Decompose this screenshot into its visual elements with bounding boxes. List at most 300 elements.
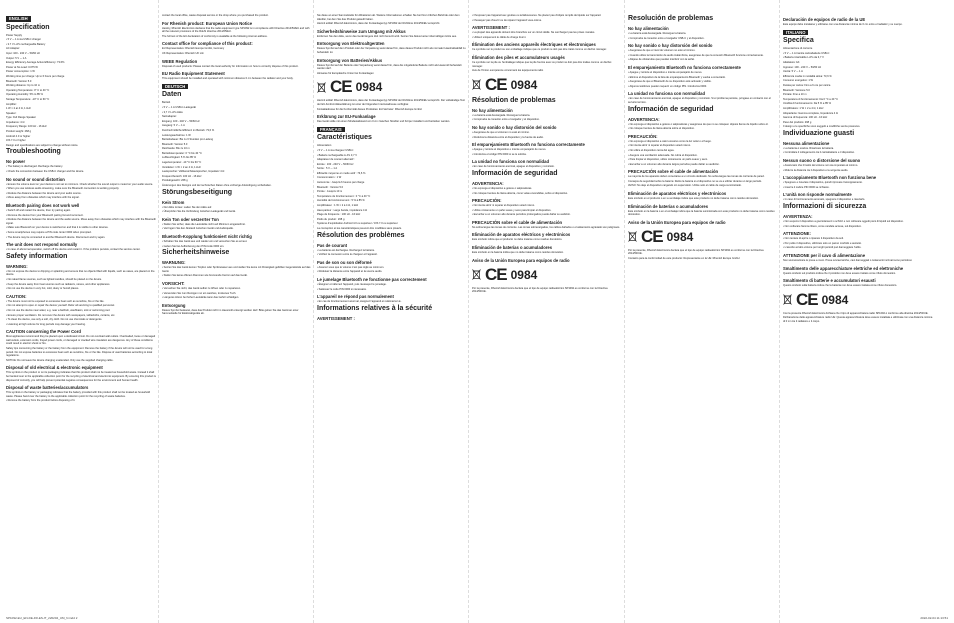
- body-text: Amplificatore: 1 W × 2 a 4 Ω, 1 kHz: [783, 106, 824, 110]
- body-text: • In caso di funzionamento anomalo, spegnere il dispositivo e riavviarlo.: [783, 198, 866, 202]
- body-text: EU Representative: Rhenish Europe GmbH, Germany: [162, 47, 225, 51]
- body-text: AC Adapter:: [6, 47, 20, 51]
- body-text: • Escuchar a un volumen alto durante largos períodos puede dañar su audición.: [628, 162, 720, 166]
- body-text: • No exponga el dispositivo a goteos o salpicaduras y asegúrese de que no se coloquen objetos llenos de líquido sobre él.: [628, 122, 769, 126]
- body-text: No sobrecargue las tomas de corriente. Las tomas sobrecargadas, los cables dañados o el aislamiento agrietado son peligrosos.: [472, 225, 621, 229]
- body-text: Speaker:: [6, 111, 17, 115]
- body-text: • Keep the device away from heat sources such as radiators, stoves, and other appliances.: [6, 282, 111, 286]
- language-tag: ITALIANO: [783, 30, 808, 36]
- body-text: Efficienza media in modalità attiva: 73,6 %: [783, 74, 832, 78]
- body-text: Este símbolo en el producto o en su embalaje indica que este producto no debe tratarse como residuo doméstico.: [628, 197, 759, 201]
- notified-body-number: 0984: [355, 80, 383, 95]
- subsection-heading: Declaración de equipos de radio de la UE: [783, 17, 866, 22]
- body-text: Leistungsaufnahme: 1 W: [162, 133, 191, 137]
- subsection-heading: Entsorgung von Batterien/Akkus: [317, 57, 383, 63]
- body-text: • Asegúrese de que el volumen no esté al mínimo.: [472, 130, 530, 134]
- body-text: • Reduzca la distancia entre el dispositivo y la fuente de audio.: [472, 135, 544, 139]
- subsection-heading: El emparejamiento Bluetooth no funciona correctamente: [628, 64, 741, 70]
- weee-bin-icon: [472, 269, 481, 280]
- body-text: • Apague y reinicie el dispositivo e intente emparejarlo de nuevo.: [628, 70, 703, 74]
- body-text: La conception et les caractéristiques peuvent être modifiées sans préavis.: [317, 227, 402, 230]
- body-text: Operating Humidity: 5% to 85 %: [6, 93, 43, 97]
- section-title: Résolution de problemas: [472, 96, 556, 104]
- body-text: • The device may be connected to another Bluetooth device. Disconnect and try again.: [6, 235, 106, 239]
- subsection-heading: Bluetooth pairing does not work well: [6, 203, 80, 208]
- body-text: Portata: Fino a 10 m: [783, 93, 807, 97]
- body-text: • Per pulire il dispositivo, utilizzare solo un panno morbido e asciutto.: [783, 241, 862, 245]
- body-text: • Elimine el dispositivo de la lista de emparejamiento Bluetooth y vuelva a conectarlo.: [628, 75, 726, 79]
- subsection-heading: VORSICHT:: [162, 280, 185, 286]
- subsection-heading: Kein Strom: [162, 199, 185, 205]
- body-text: The full text of the EU declaration of conformity is available at the following internet address.: [162, 34, 268, 38]
- body-text: • Controllare il collegamento tra il caricabatterie e il dispositivo.: [783, 151, 855, 155]
- body-text: Änderungen des Designs und der technischen Daten ohne vorherige Ankündigung vorbehalten.: [162, 184, 272, 188]
- subsection-heading: WEEE Regulation: [162, 58, 198, 64]
- body-text: Operating Temperature: 0° C to 40 °C: [6, 88, 50, 92]
- body-text: • Verwenden Sie zum Reinigen nur ein weiches, trockenes Tuch.: [162, 291, 237, 295]
- body-text: Safety tips concerning the battery or the battery from the equipment: Remove the battery if the device will not be used for a long period. Do not expose batteries to excessive heat such as sunshine, fire or the like. Dispose of used batteries according to local regulations.: [6, 347, 153, 358]
- body-text: • La batería está descargada. Recargue la batería.: [472, 113, 531, 117]
- body-text: • When you use wireless audio streaming, make sure the Bluetooth connection is working properly.: [6, 187, 120, 191]
- body-text: Este símbolo en la batería indica que no debe tratarse como residuo doméstico.: [472, 251, 564, 255]
- body-text: • The device must not be exposed to excessive heat such as sunshine, fire or the like.: [6, 299, 105, 303]
- body-text: Android 4.0 or higher: [6, 134, 31, 138]
- body-text: Alimentation: [317, 144, 332, 148]
- print-slug-timestamp: 2022-02-04 11:13:51: [920, 616, 948, 620]
- body-text: • N'exposez pas l'appareil aux gouttes ou éclaboussures. Ne placez pas d'objets remplis de liquide sur l'appareil.: [472, 14, 602, 17]
- body-text: Alimentazione di corrente: [783, 47, 813, 51]
- subsection-heading: Smaltimento di batterie e accumulatori esausti: [783, 278, 876, 284]
- body-text: • Geben Sie bei Aufforderung den PIN-Code 0000 ein.: [162, 244, 225, 248]
- body-text: • Der Akku ist leer. Laden Sie den Akku auf.: [162, 205, 212, 209]
- body-text: • Réduisez la distance entre l'appareil et la source audio.: [317, 270, 383, 274]
- ce-marking: [628, 228, 778, 246]
- body-text: This symbol on the battery or packaging indicates that the battery provided with this product shall not be treated as household waste. Please hand over the battery to the applicable collection point for the recycling of waste batteries.: [6, 391, 151, 398]
- body-text: Power consumption: 1 W: [6, 70, 35, 74]
- body-text: • Asegure una ventilación adecuada. No cubra el dispositivo.: [628, 153, 698, 157]
- subsection-heading: PRECAUCIÓN:: [472, 198, 502, 204]
- body-text: contact the local office, waste disposal service or the shop where you purchased the product.: [162, 14, 269, 17]
- body-text: • Cuando utilice la transmisión de audio inalámbrica, asegúrese de que la conexión Bluetooth funcione correctamente.: [628, 53, 764, 57]
- subsection-heading: Aviso de la Unión Europea para equipos de radio: [628, 219, 726, 225]
- subsection-heading: Pas de courant: [317, 242, 348, 248]
- body-text: • No coloque fuentes de llama abierta, como velas encendidas, sobre el dispositivo.: [472, 191, 568, 195]
- body-text: Impedance: 4 Ω: [6, 120, 25, 124]
- body-text: Entrée : 100 - 240 V ~ 50/60 Hz: [317, 162, 354, 166]
- body-text: • No intente abrir ni reparar el dispositivo usted mismo.: [628, 144, 691, 148]
- body-text: • En cas de fonctionnement anormal, éteignez l'appareil et redémarrez-le.: [317, 300, 402, 304]
- body-text: • Asegúrese de que el nivel de volumen no esté al mínimo.: [628, 49, 696, 53]
- column-espanol: [628, 14, 778, 614]
- body-text: Temperatura di funzionamento: Da 0 °C a 40 °C: [783, 97, 838, 101]
- body-text: Product weight: 268 g: [6, 130, 32, 134]
- body-text: Reichweite: Bis zu 10 m: [162, 147, 190, 151]
- body-text: • No naked flame sources, such as lighted candles, should be placed on the device.: [6, 277, 102, 281]
- section-title: Troubleshooting: [6, 148, 61, 156]
- body-text: UK Representative: Rhenish UK Ltd.: [162, 51, 205, 55]
- body-text: Contacto para la conformidad de este producto: Representante en la UE: Rhenish Europe GmbH: [628, 257, 740, 261]
- body-text: • La batería está descargada. Recargue la batería.: [628, 32, 687, 35]
- section-title: Safety information: [6, 252, 68, 260]
- body-text: Bluetooth : Version 5.0: [317, 185, 344, 189]
- subsection-heading: PRECAUCIÓN:: [628, 133, 658, 139]
- body-text: Adaptateur de courant alternatif :: [317, 158, 355, 162]
- body-text: Design and specifications are subject to change without notice.: [6, 143, 79, 147]
- subsection-heading: L'unità non risponde normalmente: [783, 192, 852, 198]
- subsection-heading: Smaltimento delle apparecchiature elettriche ed elettroniche: [783, 265, 904, 271]
- body-text: • Do not attempt to open or repair the device yourself. Refer all servicing to qualified personnel.: [6, 304, 115, 308]
- subsection-heading: EU Radio Equipment Statement: [162, 71, 225, 77]
- body-text: Bluetooth: Version 5.0: [162, 142, 188, 146]
- subsection-heading: No sound or sound distortion: [6, 176, 65, 182]
- subsection-heading: For Rhenish product: European Union Notice: [162, 20, 253, 26]
- body-text: • Some smartphones may require a PIN code. Enter 0000 when prompted.: [6, 230, 92, 234]
- fold-line: [624, 0, 625, 623]
- body-text: • Do not expose the device to dripping or splashing and ensure that no objects filled with liquids, such as vases, are placed on the device.: [6, 269, 155, 277]
- subsection-heading: PRECAUCIÓN sobre el cable de alimentación: [628, 169, 719, 175]
- body-text: • Batteria ricaricabile Li-Po da 3,7 V: [783, 56, 824, 60]
- column-english: [6, 14, 156, 614]
- body-text: Netzadapter:: [162, 115, 177, 119]
- subsection-heading: Kein Ton oder verzerrter Ton: [162, 216, 219, 222]
- notified-body-number: 0984: [510, 77, 538, 92]
- subsection-heading: AVERTISSEMENT :: [472, 25, 510, 31]
- fold-line: [158, 0, 159, 623]
- subsection-heading: No hay alimentación: [628, 26, 669, 31]
- subsection-heading: Disposal of old electrical & electronic equipment: [6, 365, 103, 371]
- subsection-heading: La unidad no funciona con normalidad: [472, 159, 550, 165]
- body-text: Betrieb: [162, 101, 171, 105]
- subsection-heading: Disposal of waste batteries/accumulators: [6, 385, 89, 391]
- notified-body-number: 0984: [821, 292, 849, 307]
- body-text: Este símbolo en la batería o en el embalaje indica que la batería suministrada con este producto no debe tratarse como residuo doméstico.: [628, 209, 775, 217]
- body-text: • N'essayez pas d'ouvrir ou de réparer l'appareil vous-même.: [472, 18, 542, 22]
- subsection-heading: Bluetooth-Kopplung funktioniert nicht richtig: [162, 234, 252, 239]
- body-text: • Stellen Sie sicher, dass die Lautstärke nicht auf Minimum eingestellt ist.: [162, 222, 246, 226]
- body-text: Con la presente Rhenish Electronics dichiara che il tipo di apparecchiatura radio SP1092 è conforme alla direttiva 2014/53/UE.: [783, 311, 929, 315]
- subsection-heading: Entsorgung von Elektroaltgeräten: [317, 41, 385, 47]
- print-slug-file: SP1092-EU_EN-DE-FR-ES-IT_220204_UM_N.indd 2: [6, 616, 78, 620]
- language-tag: FRANÇAIS: [317, 127, 345, 133]
- notified-body-number: 0984: [510, 267, 538, 282]
- body-text: Frequenzbereich: 100 Hz - 16 kHz: [162, 174, 202, 178]
- body-text: • En caso de funcionamiento anormal, apague el dispositivo y reinícielo.: [472, 165, 555, 169]
- body-text: Sie diese an einer Sammelstelle für Altbatterien ab. Weitere Informationen erhalten Sie bei Ihrer örtlichen Behörde oder dem Händler, bei dem Sie das Produkt gekauft haben.: [317, 14, 460, 21]
- subsection-heading: L'appareil ne répond pas normalement: [317, 294, 394, 300]
- body-text: Bluetooth: Versione 5.0: [783, 88, 810, 92]
- weee-bin-icon: [783, 294, 792, 305]
- body-text: • Asegúrese de que el Bluetooth de su dispositivo esté activado y visible.: [628, 80, 712, 84]
- body-text: • 5 V ⎓ 1 A tramite caricabatterie USB-C: [783, 51, 830, 55]
- column-francais-espanol: [472, 14, 622, 614]
- body-text: Este símbolo indica que el producto no debe tratarse como residuo doméstico.: [472, 238, 563, 242]
- body-text: • Apague y reinicie el dispositivo e intente emparejarlo de nuevo.: [472, 148, 547, 152]
- body-text: • L'ascolto ad alto volume per lunghi periodi può danneggiare l'udito.: [783, 246, 862, 250]
- body-text: • Saisissez le code PIN 0000 si nécessaire.: [317, 287, 367, 291]
- body-text: Lautsprecher: Vollbereichslautsprecher, Impedanz 4 Ω: [162, 170, 225, 174]
- body-text: Disposal of used products: Please contact the local authority for information on how to correctly dispose of this product.: [162, 64, 299, 68]
- body-text: Dieses Symbol auf der Batterie oder Verpackung weist darauf hin, dass die mitgelieferte Batterie nicht als Hausmüll behandelt werden darf.: [317, 63, 462, 71]
- body-text: • No exponga el dispositivo a calor excesivo como la luz solar o el fuego.: [628, 139, 712, 143]
- column-espanol-italiano: [783, 14, 933, 614]
- subsection-heading: ATTENZIONE per il cavo di alimentazione: [783, 253, 866, 258]
- body-text: • Make sure Bluetooth on your device is switched on and that it is visible to other devices.: [6, 226, 109, 230]
- body-text: • Para limpiar el dispositivo, utilice únicamente un paño suave y seco.: [628, 158, 708, 162]
- body-text: • Vérifiez la connexion entre le chargeur et l'appareil.: [317, 253, 378, 257]
- body-text: Uscita: 5 V ⎓ 1 A: [783, 70, 803, 74]
- body-text: Ce symbole sur le produit ou son emballage indique que ce produit ne doit pas être traité comme un déchet ménager.: [472, 48, 607, 52]
- subsection-heading: Eliminación de baterías o acumuladores: [472, 245, 553, 251]
- subsection-heading: Élimination des piles et accumulateurs usagés: [472, 54, 565, 60]
- body-text: • No exponga el dispositivo a goteos o salpicaduras.: [472, 186, 533, 190]
- body-text: • Utilisez uniquement le câble de charge fourni.: [472, 35, 527, 39]
- body-text: • La plupart des appareils doivent être branchés sur un circuit dédié. Ne surchargez pas les prises murales.: [472, 31, 596, 35]
- subsection-heading: Entsorgung: [162, 302, 186, 308]
- body-text: • Reduce the distance between the device and the audio source. Move away from obstacles which may interfere with the Bluetooth signal.: [6, 218, 156, 225]
- body-text: Working distance: Up to 10 m: [6, 84, 40, 88]
- subsection-heading: Aviso de la Unión Europea para equipos de radio: [472, 257, 570, 263]
- body-text: • Reduce the distance between the device and your audio source.: [6, 191, 82, 195]
- subsection-heading: PRECAUCIÓN sobre el cable de alimentación: [472, 219, 563, 225]
- body-text: La mayoría de los aparatos deben conectarse a un circuito dedicado. No sobrecargue las tomas de corriente de pared.: [628, 175, 765, 179]
- body-text: Por la presente, Rhenish Electronics declara que el tipo de equipo radioeléctrico SP1092 es conforme con la Directiva 2014/53/UE.: [628, 248, 764, 256]
- subsection-heading: Eliminación de aparatos eléctricos y electrónicos: [472, 232, 571, 238]
- subsection-heading: L'accoppiamento Bluetooth non funziona bene: [783, 175, 877, 181]
- body-text: • Assicurarsi che il livello del volume non sia impostato al minimo.: [783, 164, 859, 168]
- subsection-heading: No hay sonido o hay distorsión del sonido: [472, 124, 557, 130]
- body-text: iOS 7.0 or higher: [6, 139, 26, 143]
- body-text: Avis de l'Union européenne concernant les équipements radio: [472, 69, 544, 73]
- body-text: Système d'exploitation Android 4.0 ou supérieur / iOS 7.0 ou supérieur: [317, 222, 398, 226]
- ce-marking: [472, 266, 622, 284]
- body-text: Storage Temperature: -10° C to 60 °C: [6, 97, 50, 101]
- body-text: Hiermit erklärt Rhenish Electronics, dass der Funkanlagentyp SP1092 der Richtlinie 2014/53/EU entspricht. Der vollständige Text der EU-Konformitätserklärung ist unter der folgenden Internetadresse verfügbar.: [317, 99, 465, 106]
- section-title: Specification: [6, 23, 50, 31]
- body-text: Bluetooth: Version 5.0: [6, 79, 32, 83]
- body-text: • Compruebe la conexión entre el cargador y el dispositivo.: [472, 118, 540, 122]
- body-text: Type: Full Range Speaker: [6, 116, 36, 120]
- subsection-heading: WARNING:: [6, 263, 28, 269]
- body-text: Dieses Symbol bedeutet, dass das Produkt nicht im Hausmüll entsorgt werden darf. Bitte geben Sie das Gerät an einer Sammelstelle für Elektroaltgeräte ab.: [162, 308, 299, 316]
- section-title: Información de seguridad: [628, 105, 714, 113]
- body-text: Working time per charge: Up to 6 hours per charge: [6, 74, 65, 78]
- body-text: Este equipo debe instalarse y utilizarse con una distancia mínima de 0 cm entre el radiador y su cuerpo.: [783, 23, 903, 26]
- body-text: • Do not use the device in very hot, cold, dusty or humid places.: [6, 287, 79, 291]
- body-text: Input: 100 - 240 V ~ 50/60 Hz: [6, 51, 40, 55]
- subsection-heading: CAUTION:: [6, 293, 27, 299]
- section-title: Sicherheitshinweise: [162, 249, 230, 257]
- fold-line: [468, 0, 469, 623]
- body-text: Amplifier:: [6, 102, 17, 106]
- body-text: • Remove the battery from the product before disposing of it.: [6, 399, 76, 403]
- body-text: • Move away from obstacles which may interfere with the signal.: [6, 196, 80, 200]
- body-text: Luftfeuchtigkeit: 5 % bis 85 %: [162, 156, 197, 160]
- body-text: Autonomie : Jusqu'à 6 heures par charge: [317, 181, 365, 185]
- body-text: • No coloque fuentes de llama abierta sobre el dispositivo.: [628, 127, 695, 131]
- body-text: Température de fonctionnement : 0 °C à 40 °C: [317, 194, 371, 198]
- body-text: Frequency Range: 100 Hz - 16 kHz: [6, 125, 47, 129]
- body-text: Poids du produit : 268 g: [317, 217, 345, 221]
- language-tag: ENGLISH: [6, 16, 31, 22]
- body-text: Consumo energetico: 1 W: [783, 79, 813, 83]
- body-text: • 5 V ⎓ 1 A USB-C-Ladegerät: [162, 105, 196, 109]
- fold-line: [313, 0, 314, 623]
- body-text: Questo simbolo sulla batteria indica che la batteria non deve essere trattata come rifiuto domestico.: [783, 284, 898, 288]
- body-text: Lagertemperatur: -10 °C bis 60 °C: [162, 161, 202, 165]
- body-text: Consejos de seguridad sobre la batería: Retire la batería si el dispositivo no se va a utilizar durante un largo periodo.: [628, 179, 762, 183]
- body-text: • In case of abnormal operation, switch off the device and restart it. If the problem persists, contact the service center.: [6, 248, 141, 252]
- body-text: • Längeres Hören bei hoher Lautstärke kann das Gehör schädigen.: [162, 296, 240, 300]
- body-text: NOTICE: Do not leave the device charging unattended. Only use the supplied charging cable.: [6, 358, 114, 362]
- body-text: Energy Efficiency Average Active Efficiency: 73.6%: [6, 61, 65, 65]
- body-text: • Stellen Sie keine offenen Flammen wie brennende Kerzen auf das Gerät.: [162, 274, 248, 278]
- subsection-heading: Élimination des anciens appareils électriques et électroniques: [472, 42, 596, 48]
- body-text: • The battery is discharged. Recharge the battery.: [6, 165, 63, 169]
- subsection-heading: AVVERTENZA:: [783, 214, 813, 220]
- body-text: • Versuchen Sie nicht, das Gerät selbst zu öffnen oder zu reparieren.: [162, 286, 241, 290]
- body-text: • Schalten Sie das Gerät aus und wieder ein und versuchen Sie es erneut.: [162, 240, 248, 243]
- subsection-heading: AVERTISSEMENT :: [317, 315, 355, 321]
- body-text: AVISO: No deje el dispositivo cargando sin supervisión. Utilice solo el cable de carga suministrado.: [628, 184, 742, 188]
- body-text: • Ensure proper ventilation. Do not cover the device with newspapers, tablecloths, curtains, etc.: [6, 313, 116, 317]
- body-text: • Setzen Sie das Gerät keinen Tropfen oder Spritzwasser aus und stellen Sie keine mit Flüssigkeit gefüllten Gegenstände auf das Gerät.: [162, 266, 311, 273]
- body-text: Hereby, Rhenish Electronics declares that the radio equipment type SP1092 is in compliance with Directive 2014/53/EU and with all the relevant provisions of the RoHS directive 2011/65/EU.: [162, 26, 310, 34]
- ce-logo-icon: CE: [485, 74, 507, 94]
- body-text: • Escuchar a un volumen alto durante períodos prolongados puede dañar su audición.: [472, 213, 571, 217]
- body-text: • Utilice únicamente un paño suave y seco para limpiar el dispositivo.: [472, 208, 552, 212]
- subsection-heading: El emparejamiento Bluetooth no funciona correctamente: [472, 142, 585, 148]
- section-title: Specifica: [783, 37, 814, 45]
- ce-marking: [783, 291, 933, 309]
- body-text: Most appliances recommend they be placed upon a dedicated circuit. Do not overload wall outlets. Overloaded, loose or damaged wall outlets, extension cords, frayed power cords, or damaged or cracked wire insulation are dangerous. Any of these conditions could result in electric shock or fire.: [6, 335, 156, 346]
- subsection-heading: Eliminación de aparatos eléctricos y electrónicos: [628, 191, 727, 197]
- subsection-heading: ADVERTENCIA:: [628, 116, 660, 122]
- fold-line: [779, 0, 780, 623]
- column-english-deutsch: [162, 14, 312, 614]
- body-text: Questo simbolo sul prodotto indica che il prodotto non deve essere trattato come rifiuto domestico.: [783, 271, 896, 275]
- body-text: • 5 V ⎓ 1 A via USB-C charger: [6, 38, 41, 42]
- body-text: Eingang: 100 - 240 V ~ 50/60 Hz: [162, 119, 200, 123]
- body-text: • La batteria è scarica. Ricaricare la batteria.: [783, 146, 834, 150]
- subsection-heading: ADVERTENCIA:: [472, 180, 504, 186]
- body-text: Power Supply: [6, 33, 23, 37]
- subsection-heading: ATTENZIONE:: [783, 231, 811, 237]
- body-text: • Check the connection between the USB-C charger and the device.: [6, 170, 85, 174]
- body-text: Umidità di funzionamento: Da 5 % a 85 %: [783, 102, 832, 106]
- body-text: Il design e le specifiche sono soggetti a modifiche senza preavviso.: [783, 125, 861, 129]
- body-text: • Aléjese de obstáculos que puedan interferir con la señal.: [628, 58, 695, 62]
- body-text: Durchschnittliche Effizienz im Betrieb: 73,6 %: [162, 128, 215, 132]
- body-text: Peso del prodotto: 268 g: [783, 120, 812, 124]
- section-title: Resolución de problemas: [628, 15, 714, 22]
- section-title: Información de seguridad: [472, 169, 558, 177]
- body-text: Ingresso: 100 - 240 V ~ 50/60 Hz: [783, 65, 822, 69]
- body-text: Durata per carica: Fino a 6 ore per carica: [783, 83, 831, 87]
- body-text: • To clean the device, use only a soft, dry cloth. Do not use chemicals or detergents.: [6, 318, 103, 322]
- body-text: Humidité de fonctionnement : 5 % à 85 %: [317, 199, 365, 203]
- body-text: Kontaktadresse für die Konformität dieses Produktes: EU-Vertreter: Rhenish Europe GmbH: [317, 107, 422, 111]
- body-text: • Ridurre la distanza tra il dispositivo e la sorgente audio.: [783, 168, 849, 172]
- body-text: Power at No Load: 0.075 W: [6, 65, 38, 69]
- body-text: • 3,7 V Li-Po Akku: [162, 110, 183, 114]
- body-text: • En caso de funcionamiento anormal, apague el dispositivo y reinícielo. Si el problema persiste, póngase en contacto con el servicio técnico.: [628, 97, 771, 104]
- subsection-heading: Contact office for compliance of this product:: [162, 41, 253, 47]
- body-text: • Algunos teléfonos pueden requerir un código PIN. Introduzca 0000.: [628, 84, 707, 88]
- section-title: Informazioni di sicurezza: [783, 203, 867, 211]
- body-text: • Inserire il codice PIN 0000 se richiesto.: [783, 185, 830, 189]
- subsection-heading: No hay sonido o hay distorsión del sonido: [628, 43, 713, 49]
- language-tag: DEUTSCH: [162, 84, 188, 90]
- body-text: Hiermit erklärt Rhenish Electronics, dass der Funkanlagentyp SP1092 der Richtlinie 2014/53/EU entspricht.: [317, 22, 441, 26]
- weee-bin-icon: [628, 231, 637, 242]
- body-text: Dichiarazione delle apparecchiature radio UE: Questa apparecchiatura deve essere installata e utilizzata con una distanza minima di 0 cm tra il radiatore e il corpo.: [783, 316, 933, 323]
- body-text: • Ensure the volume level on your device is not set to minimum. Check whether the sound output is muted on your audio source.: [6, 182, 154, 186]
- subsection-heading: Sicherheitshinweise zum Umgang mit Akkus: [317, 28, 406, 34]
- body-text: • Compruebe la conexión entre el cargador USB-C y el dispositivo.: [628, 36, 705, 40]
- body-text: • Batterie rechargeable Li-Po 3,7 V: [317, 153, 357, 157]
- body-text: Ce symbole sur la pile ou l'emballage indique que la pile fournie avec ce produit ne doit pas être traitée comme un déchet ménager.: [472, 60, 612, 68]
- body-text: • No utilice el dispositivo cerca del agua.: [628, 148, 675, 152]
- column-deutsch-francais: [317, 14, 467, 614]
- body-text: Efficacité moyenne en mode actif : 73,6 %: [317, 171, 366, 175]
- body-text: Haut-parleur : Large bande, impédance 4 Ω: [317, 208, 368, 212]
- body-text: Amplificateur : 1 W × 2 à 4 Ω, 1 kHz: [317, 204, 359, 208]
- ce-logo-icon: CE: [330, 77, 352, 97]
- body-text: Ausgang: 5 V ⎓ 1 A: [162, 124, 185, 128]
- section-title: Daten: [162, 91, 182, 99]
- section-title: Informations relatives à la sécurité: [317, 304, 433, 312]
- section-title: Caractéristiques: [317, 134, 372, 142]
- body-text: Entfernen Sie den Akku, wenn das Gerät längere Zeit nicht benutzt wird. Setzen Sie Akkus keiner übermäßigen Hitze aus.: [317, 34, 457, 38]
- body-text: • 3.7 V Li-Po rechargeable Battery: [6, 42, 46, 46]
- notified-body-number: 0984: [666, 229, 694, 244]
- subsection-heading: Le jumelage Bluetooth ne fonctionne pas correctement: [317, 276, 427, 282]
- subsection-heading: Eliminación de baterías o acumuladores: [628, 203, 709, 209]
- subsection-heading: Nessun suono o distorsione del suono: [783, 158, 861, 164]
- body-text: Sortie : 5 V ⎓ 1 A: [317, 167, 338, 171]
- body-text: Adattatore CA:: [783, 60, 801, 64]
- body-text: Betriebstemperatur: 0 °C bis 40 °C: [162, 151, 202, 155]
- body-text: Betriebsdauer: Bis zu 6 Stunden pro Ladung: [162, 138, 214, 142]
- body-text: Das Gerät sollte mit einem Mindestabstand von 0 cm zwischen Strahler und Körper installiert und betrieben werden.: [317, 120, 451, 124]
- ce-logo-icon: CE: [796, 289, 818, 309]
- body-text: • Überprüfen Sie die Verbindung zwischen Ladegerät und Gerät.: [162, 210, 236, 214]
- subsection-heading: No power: [6, 159, 26, 165]
- body-text: • Verringern Sie den Abstand zwischen Gerät und Audioquelle.: [162, 227, 234, 231]
- body-text: • No intente abrir ni reparar el dispositivo usted mismo.: [472, 204, 535, 208]
- subsection-heading: No hay alimentación: [472, 107, 513, 113]
- body-text: This equipment should be installed and operated with minimum distance 0 cm between the radiator and your body.: [162, 77, 294, 81]
- body-text: Plage de fréquence : 100 Hz - 16 kHz: [317, 213, 361, 217]
- body-text: Portée : Jusqu'à 10 m: [317, 190, 343, 194]
- ce-logo-icon: CE: [485, 264, 507, 284]
- body-text: Consommation : 1 W: [317, 176, 342, 180]
- section-title: Störungsbeseitigung: [162, 188, 232, 196]
- subsection-heading: The unit does not respond normally: [6, 242, 78, 248]
- body-text: Por la presente, Rhenish Electronics declara que el tipo de equipo radioeléctrico SP1092 es conforme con la Directiva 2014/53/UE.: [472, 286, 608, 294]
- weee-bin-icon: [472, 79, 481, 90]
- body-text: • La batterie est déchargée. Rechargez la batterie.: [317, 248, 375, 252]
- ce-logo-icon: CE: [641, 226, 663, 246]
- body-text: Produktgewicht: 268 g: [162, 179, 188, 183]
- subsection-heading: Erklärung zur EU-Funkanlage: [317, 114, 376, 120]
- section-title: Résolution des problèmes: [317, 231, 405, 239]
- body-text: Hinweise für Europäische Union bei Funkanlagen: [317, 71, 374, 75]
- body-text: • Switch off and restart the device, then try pairing again.: [6, 209, 71, 212]
- subsection-heading: CAUTION concerning the Power Cord: [6, 329, 81, 335]
- body-text: • Do not use the device near water, e.g. near a bathtub, washbasin, sink or swimming pool.: [6, 308, 111, 312]
- body-text: • 5 V ⎓ 1 A via chargeur USB-C: [317, 148, 354, 152]
